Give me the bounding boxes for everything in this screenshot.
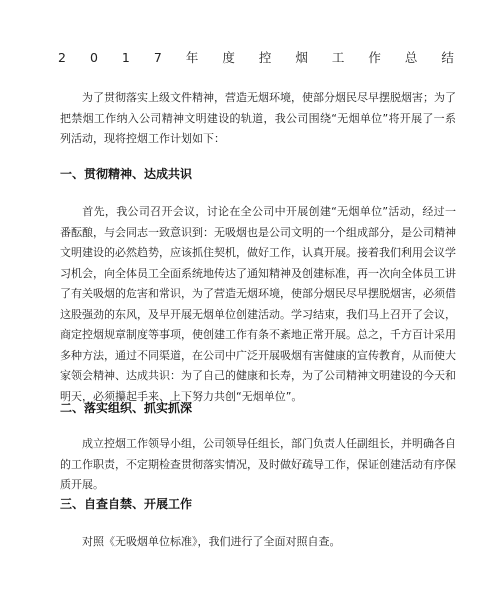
section-body-3 (60, 532, 456, 553)
section-body-2 (60, 434, 456, 496)
title-char: 年 (185, 50, 199, 65)
intro-text: 为了贯彻落实上级文件精神，营造无烟环境，使部分烟民尽早摆脱烟害；为了把禁烟工作纳入公司精神文明建设的轨道，我公司围绕“无烟单位”将开展了一系列活动，现将控烟工作计划如下： (60, 91, 456, 145)
title-char: 烟 (295, 50, 308, 65)
document-title (58, 48, 454, 68)
title-char: 作 (368, 50, 381, 65)
intro-paragraph (60, 88, 456, 150)
section-body-1 (60, 202, 456, 407)
title-char: 控 (258, 50, 272, 65)
section-heading-2: 二、落实组织、抓实抓深 (60, 401, 193, 415)
title-char: 2 (58, 50, 66, 65)
title-char: 工 (331, 50, 345, 65)
title-char: 1 (121, 50, 130, 65)
section-heading-1: 一、贯彻精神、达成共识 (60, 167, 193, 181)
title-char: 结 (441, 50, 454, 65)
section-body-text: 成立控烟工作领导小组，公司领导任组长，部门负责人任副组长，并明确各自的工作职责，不定期检查贯彻落实情况，及时做好疏导工作，保证创建活动有序保质开展。 (60, 437, 456, 491)
title-char: 7 (153, 50, 162, 65)
section-body-text: 对照《无吸烟单位标准》，我们进行了全面对照自查。 (82, 535, 341, 548)
title-char: 0 (89, 50, 98, 65)
title-char: 度 (222, 50, 235, 65)
section-body-text: 首先，我公司召开会议，讨论在全公司中开展创建“无烟单位”活动，经过一番酝酿，与会同志一致意识到：无吸烟也是公司文明的一个组成部分，是公司精神文明建设的必然趋势，应该抓住契机，做好工作，认真开展。接着我们利用会议学习机会，向全体员工全面系统地传达了通知精神及创建标准，再一次向全体员工讲了有关吸烟的危害和常识，为了营造无烟环境，使部分烟民尽早摆脱烟害，必须借这股强劲的东风，及早开展无烟单位创建活动。学习结束，我们马上召开了会议，商定控烟规章制度等事项，使创建工作有条不紊地正常开展。总之，千方百计采用多种方法，通过不同渠道，在公司中广泛开展吸烟有害健康的宣传教育，从而使大家领会精神、达成共识：为了自己的健康和长寿，为了公司精神文明建设的今天和明天，必须攥起手来、上下努力共创“无烟单位”。 (60, 205, 456, 403)
section-heading-3: 三、自查自禁、开展工作 (60, 497, 193, 511)
title-char: 总 (404, 50, 418, 65)
